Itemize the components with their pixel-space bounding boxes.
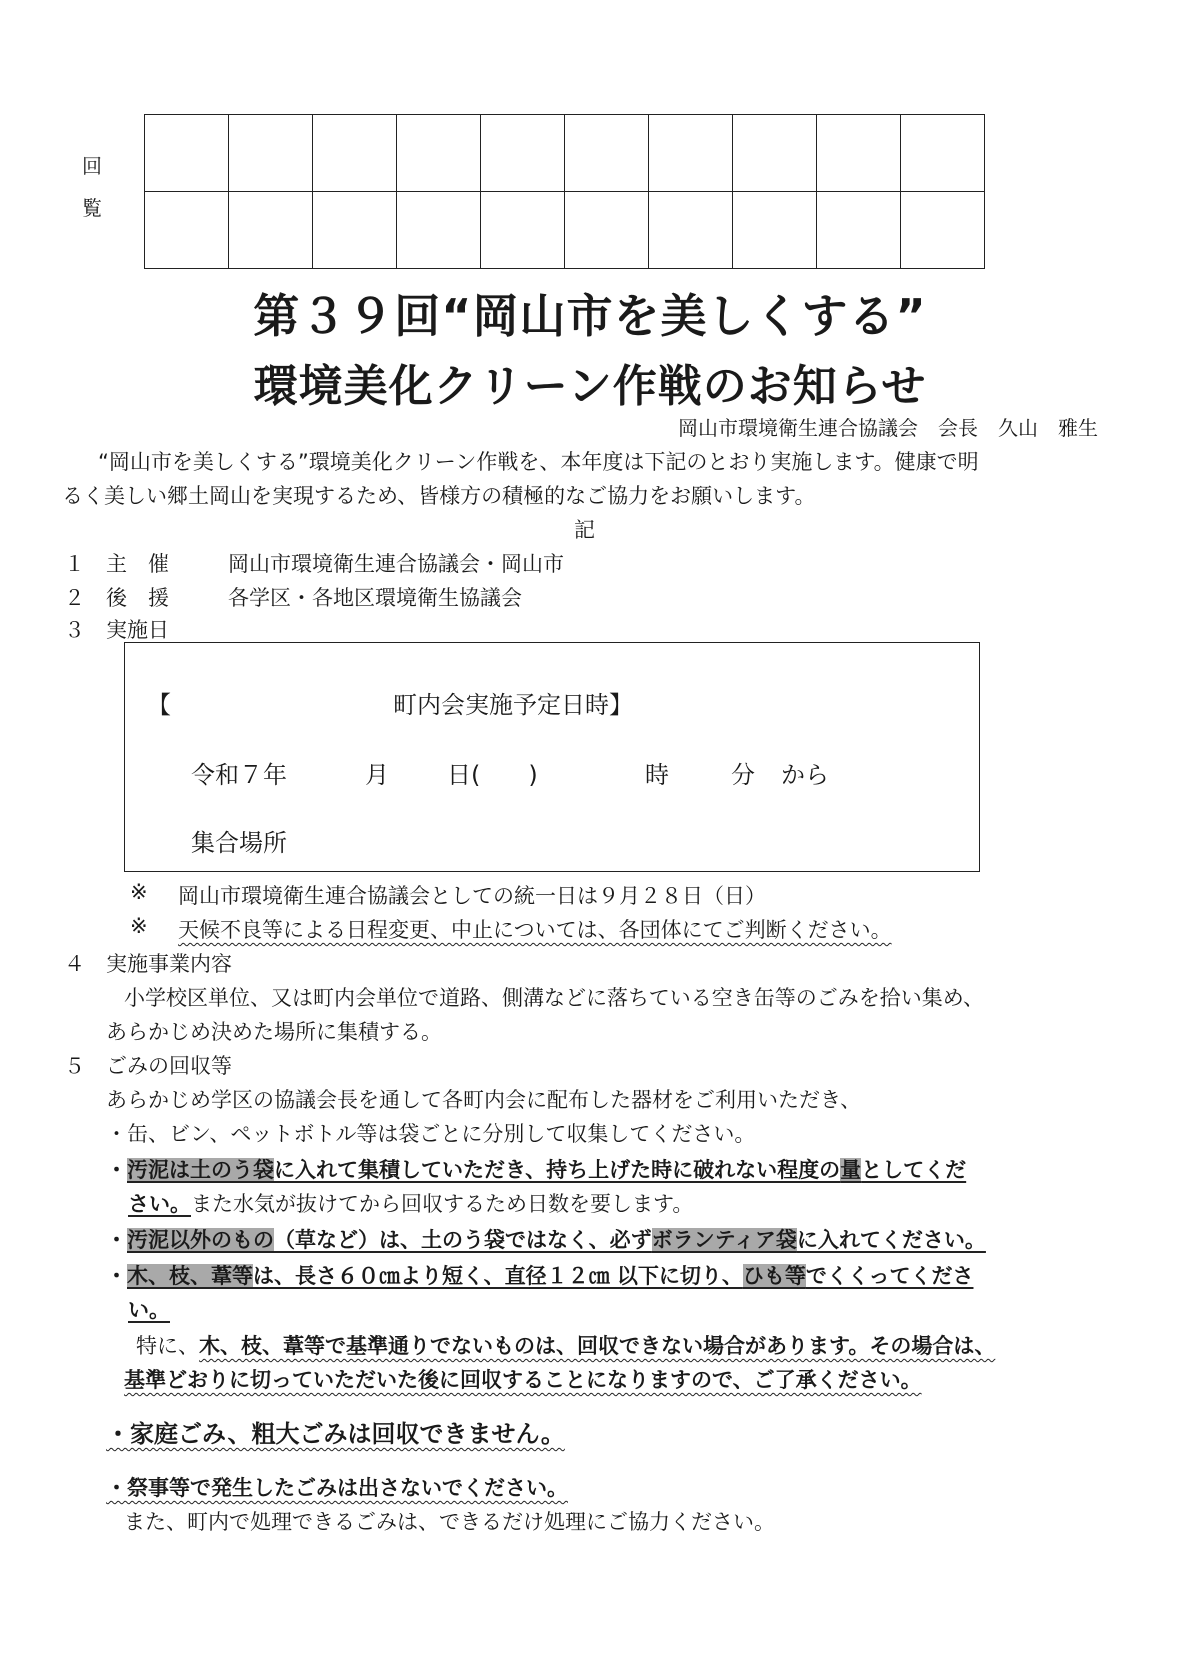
date-box-bracket: 【	[147, 691, 171, 719]
circulation-label-bottom: 覧	[82, 196, 102, 220]
circulation-stamp-cell	[901, 192, 985, 269]
section-1-value: 岡山市環境衛生連合協議会・岡山市	[228, 552, 564, 576]
branches-instruction-end: でくくってくださ	[805, 1264, 974, 1288]
section-3-number: ３	[64, 618, 85, 642]
garbage-bullet-2-line-2	[128, 1188, 693, 1218]
bullet-dot: ・	[106, 1228, 127, 1252]
intro-line-2: るく美しい郷土岡山を実現するため、皆様方の積極的なご協力をお願いします。	[62, 484, 816, 508]
date-month: 月	[365, 761, 389, 789]
circulation-stamp-cell	[817, 192, 901, 269]
branches-extra-line-1	[136, 1330, 995, 1360]
branches-extra-line-2: 基準どおりに切っていただいた後に回収することになりますので、ご了承ください。	[124, 1368, 922, 1392]
date-from: から	[781, 761, 829, 789]
circulation-stamp-cell	[733, 115, 817, 192]
date-era-year: 令和７年	[191, 761, 287, 789]
section-4-line-2: あらかじめ決めた場所に集積する。	[106, 1020, 442, 1044]
bullet-dot: ・	[106, 1158, 127, 1182]
non-sludge-instruction: （草など）は、土のう袋ではなく、必ず	[274, 1228, 652, 1252]
section-5-number: ５	[64, 1054, 85, 1078]
organizer-signature: 岡山市環境衛生連合協議会 会長 久山 雅生	[678, 416, 1098, 440]
circulation-stamp-cell	[565, 192, 649, 269]
garbage-bullet-5: ・家庭ごみ、粗大ごみは回収できません。	[106, 1420, 565, 1448]
volunteer-bag-highlight: ボランティア袋	[651, 1228, 797, 1252]
garbage-bullet-3	[106, 1224, 986, 1254]
circulation-row	[145, 192, 985, 269]
intro-line-1: “岡山市を美しくする”環境美化クリーン作戦を、本年度は下記のとおり実施します。健康で明	[98, 450, 979, 474]
note-2-text: 天候不良等による日程変更、中止については、各団体にてご判断ください。	[178, 918, 892, 942]
circulation-row	[145, 115, 985, 192]
branches-instruction: は、長さ６０㎝より短く、直径１２㎝ 以下に切り、	[253, 1264, 743, 1288]
date-box	[124, 642, 980, 872]
branches-highlight: 木、枝、葦等	[127, 1264, 253, 1288]
date-minute: 分	[731, 761, 755, 789]
garbage-bullet-1: ・缶、ビン、ペットボトル等は袋ごとに分別して収集してください。	[106, 1122, 756, 1146]
section-5-label: ごみの回収等	[106, 1054, 232, 1078]
sludge-instruction-tail: さい。	[128, 1192, 191, 1216]
sludge-highlight: 汚泥は	[127, 1158, 190, 1182]
note-2-mark: ※	[130, 914, 148, 938]
garbage-bullet-2-line-1	[106, 1154, 966, 1184]
circulation-stamp-cell	[397, 115, 481, 192]
branches-extra-warning: 木、枝、葦等で基準通りでないものは、回収できない場合があります。その場合は、	[199, 1334, 996, 1358]
circulation-stamp-cell	[397, 192, 481, 269]
section-2-number: ２	[64, 586, 85, 610]
ki-heading: 記	[574, 518, 595, 542]
circulation-stamp-cell	[313, 115, 397, 192]
circulation-stamp-cell	[145, 192, 229, 269]
sludge-drying-note: また水気が抜けてから回収するため日数を要します。	[191, 1192, 694, 1216]
amount-highlight: 量	[840, 1158, 862, 1182]
circulation-stamp-cell	[649, 192, 733, 269]
non-sludge-instruction-end: に入れてください。	[796, 1228, 986, 1252]
section-4-line-1: 小学校区単位、又は町内会単位で道路、側溝などに落ちている空き缶等のごみを拾い集め、	[124, 986, 984, 1010]
section-2-label: 後 援	[106, 586, 169, 610]
circulation-stamp-cell	[313, 192, 397, 269]
garbage-bullet-4-line-2: い。	[128, 1298, 170, 1322]
sandbag-highlight: 土のう袋	[190, 1158, 274, 1182]
garbage-intro: あらかじめ学区の協議会長を通して各町内会に配布した器材をご利用いただき、	[106, 1088, 862, 1112]
circulation-stamp-cell	[733, 192, 817, 269]
note-1-text: 岡山市環境衛生連合協議会としての統一日は９月２８日（日）	[178, 884, 766, 908]
sludge-instruction-end: としてくだ	[861, 1158, 967, 1182]
section-4-number: ４	[64, 952, 85, 976]
circulation-stamp-cell	[901, 115, 985, 192]
circulation-stamp-cell	[229, 115, 313, 192]
title-line-1: 第３９回“岡山市を美しくする”	[253, 289, 927, 343]
circulation-stamp-cell	[481, 115, 565, 192]
sludge-instruction: に入れて集積していただき、持ち上げた時に破れない程度の	[274, 1158, 841, 1182]
section-4-label: 実施事業内容	[106, 952, 232, 976]
meeting-place-label: 集合場所	[191, 829, 287, 857]
garbage-bullet-6: ・祭事等で発生したごみは出さないでください。	[106, 1476, 568, 1500]
circulation-stamp-cell	[565, 115, 649, 192]
branches-extra-prefix: 特に、	[136, 1334, 199, 1358]
circulation-stamp-cell	[229, 192, 313, 269]
section-2-value: 各学区・各地区環境衛生協議会	[228, 586, 522, 610]
circulation-stamp-cell	[481, 192, 565, 269]
section-1-label: 主 催	[106, 552, 169, 576]
section-1-number: １	[64, 552, 85, 576]
circulation-stamp-cell	[649, 115, 733, 192]
circulation-stamp-grid	[144, 114, 985, 269]
date-box-heading: 町内会実施予定日時】	[393, 691, 633, 719]
bullet-dot: ・	[106, 1264, 127, 1288]
title-line-2: 環境美化クリーン作戦のお知らせ	[253, 361, 927, 412]
non-sludge-highlight: 汚泥以外のもの	[127, 1228, 274, 1252]
string-highlight: ひも等	[742, 1264, 806, 1288]
circulation-label-top: 回	[82, 154, 102, 178]
date-day: 日( )	[447, 761, 538, 789]
section-3-label: 実施日	[106, 618, 169, 642]
garbage-bullet-6-extra: また、町内で処理できるごみは、できるだけ処理にご協力ください。	[124, 1510, 775, 1534]
garbage-bullet-4-line-1	[106, 1260, 973, 1290]
circulation-stamp-cell	[817, 115, 901, 192]
note-1-mark: ※	[130, 880, 148, 904]
circulation-stamp-cell	[145, 115, 229, 192]
date-hour: 時	[645, 761, 669, 789]
